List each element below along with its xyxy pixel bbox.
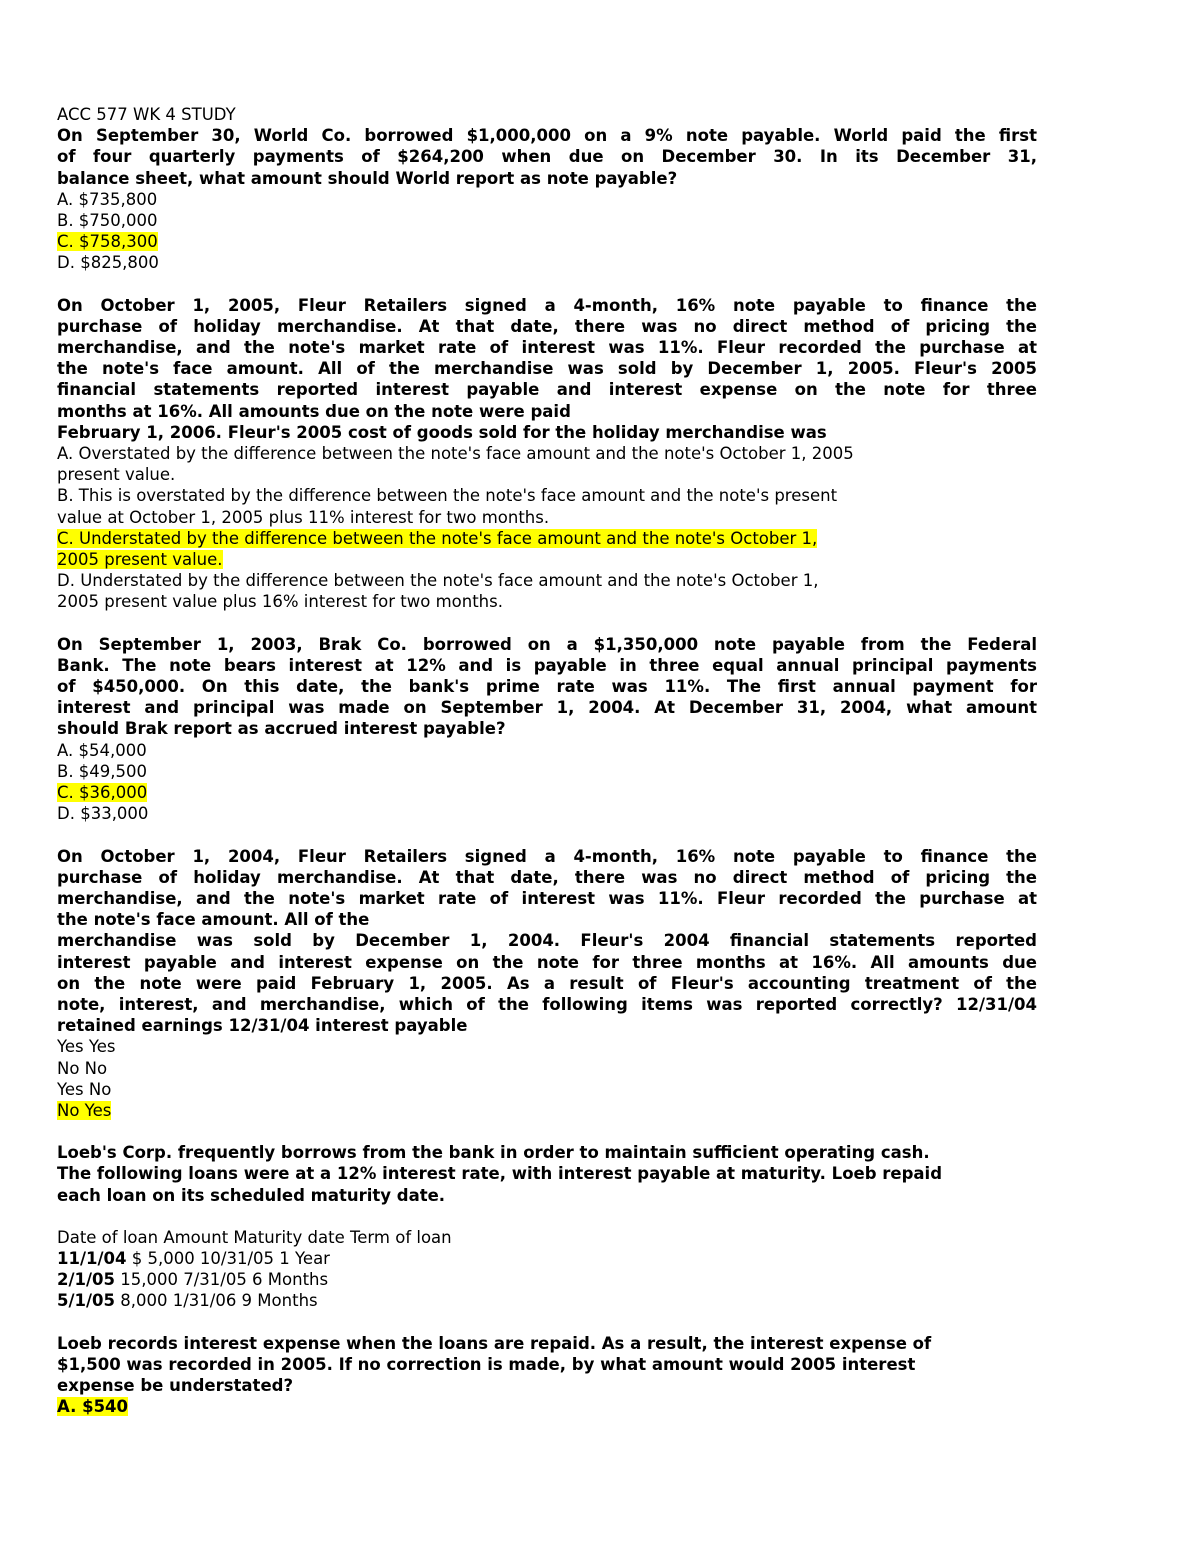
question-text: months at 16%. All amounts due on the note were paid (57, 401, 571, 421)
question-text: merchandise was sold by December 1, 2004. Fleur's 2004 financial statements reported (57, 931, 1037, 951)
question-text: of $450,000. On this date, the bank's prime rate was 11%. The first annual payment for (57, 677, 1037, 697)
highlighted-answer: No Yes (57, 1100, 112, 1120)
question-text: each loan on its scheduled maturity date. (57, 1185, 446, 1205)
question-text: the note's face amount. All of the merchandise was sold by December 1, 2005. Fleur's 2005 (57, 359, 1037, 379)
question-4 (57, 846, 1037, 1122)
question-text: purchase of holiday merchandise. At that date, there was no direct method of pricing the (57, 316, 1037, 336)
question-text: of four quarterly payments of $264,200 when due on December 30. In its December 31, (57, 147, 1037, 167)
question-text: Loeb's Corp. frequently borrows from the bank in order to maintain sufficient operating cash. (57, 1143, 930, 1163)
question-text: February 1, 2006. Fleur's 2005 cost of goods sold for the holiday merchandise was (57, 422, 827, 442)
highlighted-answer: 2005 present value. (57, 550, 223, 570)
question-text: On September 1, 2003, Brak Co. borrowed on a $1,350,000 note payable from the Federal (57, 634, 1037, 654)
answer-option: A. $54,000 (57, 740, 147, 760)
question-text: On September 30, World Co. borrowed $1,000,000 on a 9% note payable. World paid the first (57, 126, 1037, 146)
question-text: The following loans were at a 12% interest rate, with interest payable at maturity. Loeb repaid (57, 1164, 943, 1184)
answer-option: present value. (57, 465, 176, 485)
answer-option: value at October 1, 2005 plus 11% interest for two months. (57, 507, 550, 527)
highlighted-answer: C. $758,300 (57, 232, 158, 252)
answer-option: No No (57, 1058, 108, 1078)
loan-date: 5/1/05 (57, 1291, 115, 1311)
question-text: On October 1, 2004, Fleur Retailers signed a 4-month, 16% note payable to finance the (57, 846, 1037, 866)
answer-option: Yes Yes (57, 1037, 116, 1057)
answer-option: D. $33,000 (57, 804, 149, 824)
highlighted-answer: C. Understated by the difference between the note's face amount and the note's October 1, (57, 528, 818, 548)
highlighted-answer: C. $36,000 (57, 783, 148, 803)
question-text: interest and principal was made on September 1, 2004. At December 31, 2004, what amount (57, 698, 1037, 718)
document-title: ACC 577 WK 4 STUDY (57, 105, 236, 124)
loan-table-row (57, 1248, 1037, 1269)
loan-table-row (57, 1269, 1037, 1290)
highlighted-answer: A. $540 (57, 1397, 129, 1417)
answer-option: A. $735,800 (57, 189, 158, 209)
question-text: should Brak report as accrued interest payable? (57, 719, 506, 739)
answer-option: 2005 present value plus 16% interest for two months. (57, 592, 503, 612)
question-text: purchase of holiday merchandise. At that date, there was no direct method of pricing the (57, 867, 1037, 887)
question-text: interest payable and interest expense on the note for three months at 16%. All amounts due (57, 952, 1037, 972)
question-3 (57, 634, 1037, 825)
answer-option: D. $825,800 (57, 253, 159, 273)
loan-details: 15,000 7/31/05 6 Months (114, 1270, 329, 1290)
question-2 (57, 295, 1037, 613)
document-page (57, 104, 1037, 1417)
question-text: Bank. The note bears interest at 12% and is payable in three equal annual principal payments (57, 655, 1037, 675)
answer-option: A. Overstated by the difference between the note's face amount and the note's October 1, 2005 (57, 444, 854, 464)
question-text: balance sheet, what amount should World report as note payable? (57, 168, 678, 188)
loan-table-header: Date of loan Amount Maturity date Term of loan (57, 1227, 452, 1247)
question-1 (57, 125, 1037, 273)
answer-option: B. $750,000 (57, 211, 158, 231)
question-text: merchandise, and the note's market rate of interest was 11%. Fleur recorded the purchase at (57, 888, 1037, 908)
answer-option: D. Understated by the difference between the note's face amount and the note's October 1, (57, 571, 819, 591)
loan-details: 8,000 1/31/06 9 Months (114, 1291, 318, 1311)
question-text: the note's face amount. All of the (57, 910, 370, 930)
question-text: note, interest, and merchandise, which of the following items was reported correctly? 12/31/04 (57, 994, 1037, 1014)
loan-table-row (57, 1290, 1037, 1311)
question-text: expense be understated? (57, 1375, 294, 1395)
question-text: On October 1, 2005, Fleur Retailers signed a 4-month, 16% note payable to finance the (57, 295, 1037, 315)
loan-date: 2/1/05 (57, 1270, 115, 1290)
question-text: $1,500 was recorded in 2005. If no correction is made, by what amount would 2005 interest (57, 1354, 916, 1374)
question-5 (57, 1142, 1037, 1417)
loan-date: 11/1/04 (57, 1248, 127, 1268)
question-text: merchandise, and the note's market rate of interest was 11%. Fleur recorded the purchase at (57, 338, 1037, 358)
question-text: Loeb records interest expense when the loans are repaid. As a result, the interest expense of (57, 1333, 932, 1353)
answer-option: B. This is overstated by the difference between the note's face amount and the note's present (57, 486, 838, 506)
question-text: on the note were paid February 1, 2005. As a result of Fleur's accounting treatment of the (57, 973, 1037, 993)
question-text: retained earnings 12/31/04 interest payable (57, 1016, 468, 1036)
question-text: financial statements reported interest payable and interest expense on the note for three (57, 380, 1037, 400)
answer-option: B. $49,500 (57, 761, 148, 781)
answer-option: Yes No (57, 1079, 112, 1099)
loan-details: $ 5,000 10/31/05 1 Year (126, 1248, 330, 1268)
